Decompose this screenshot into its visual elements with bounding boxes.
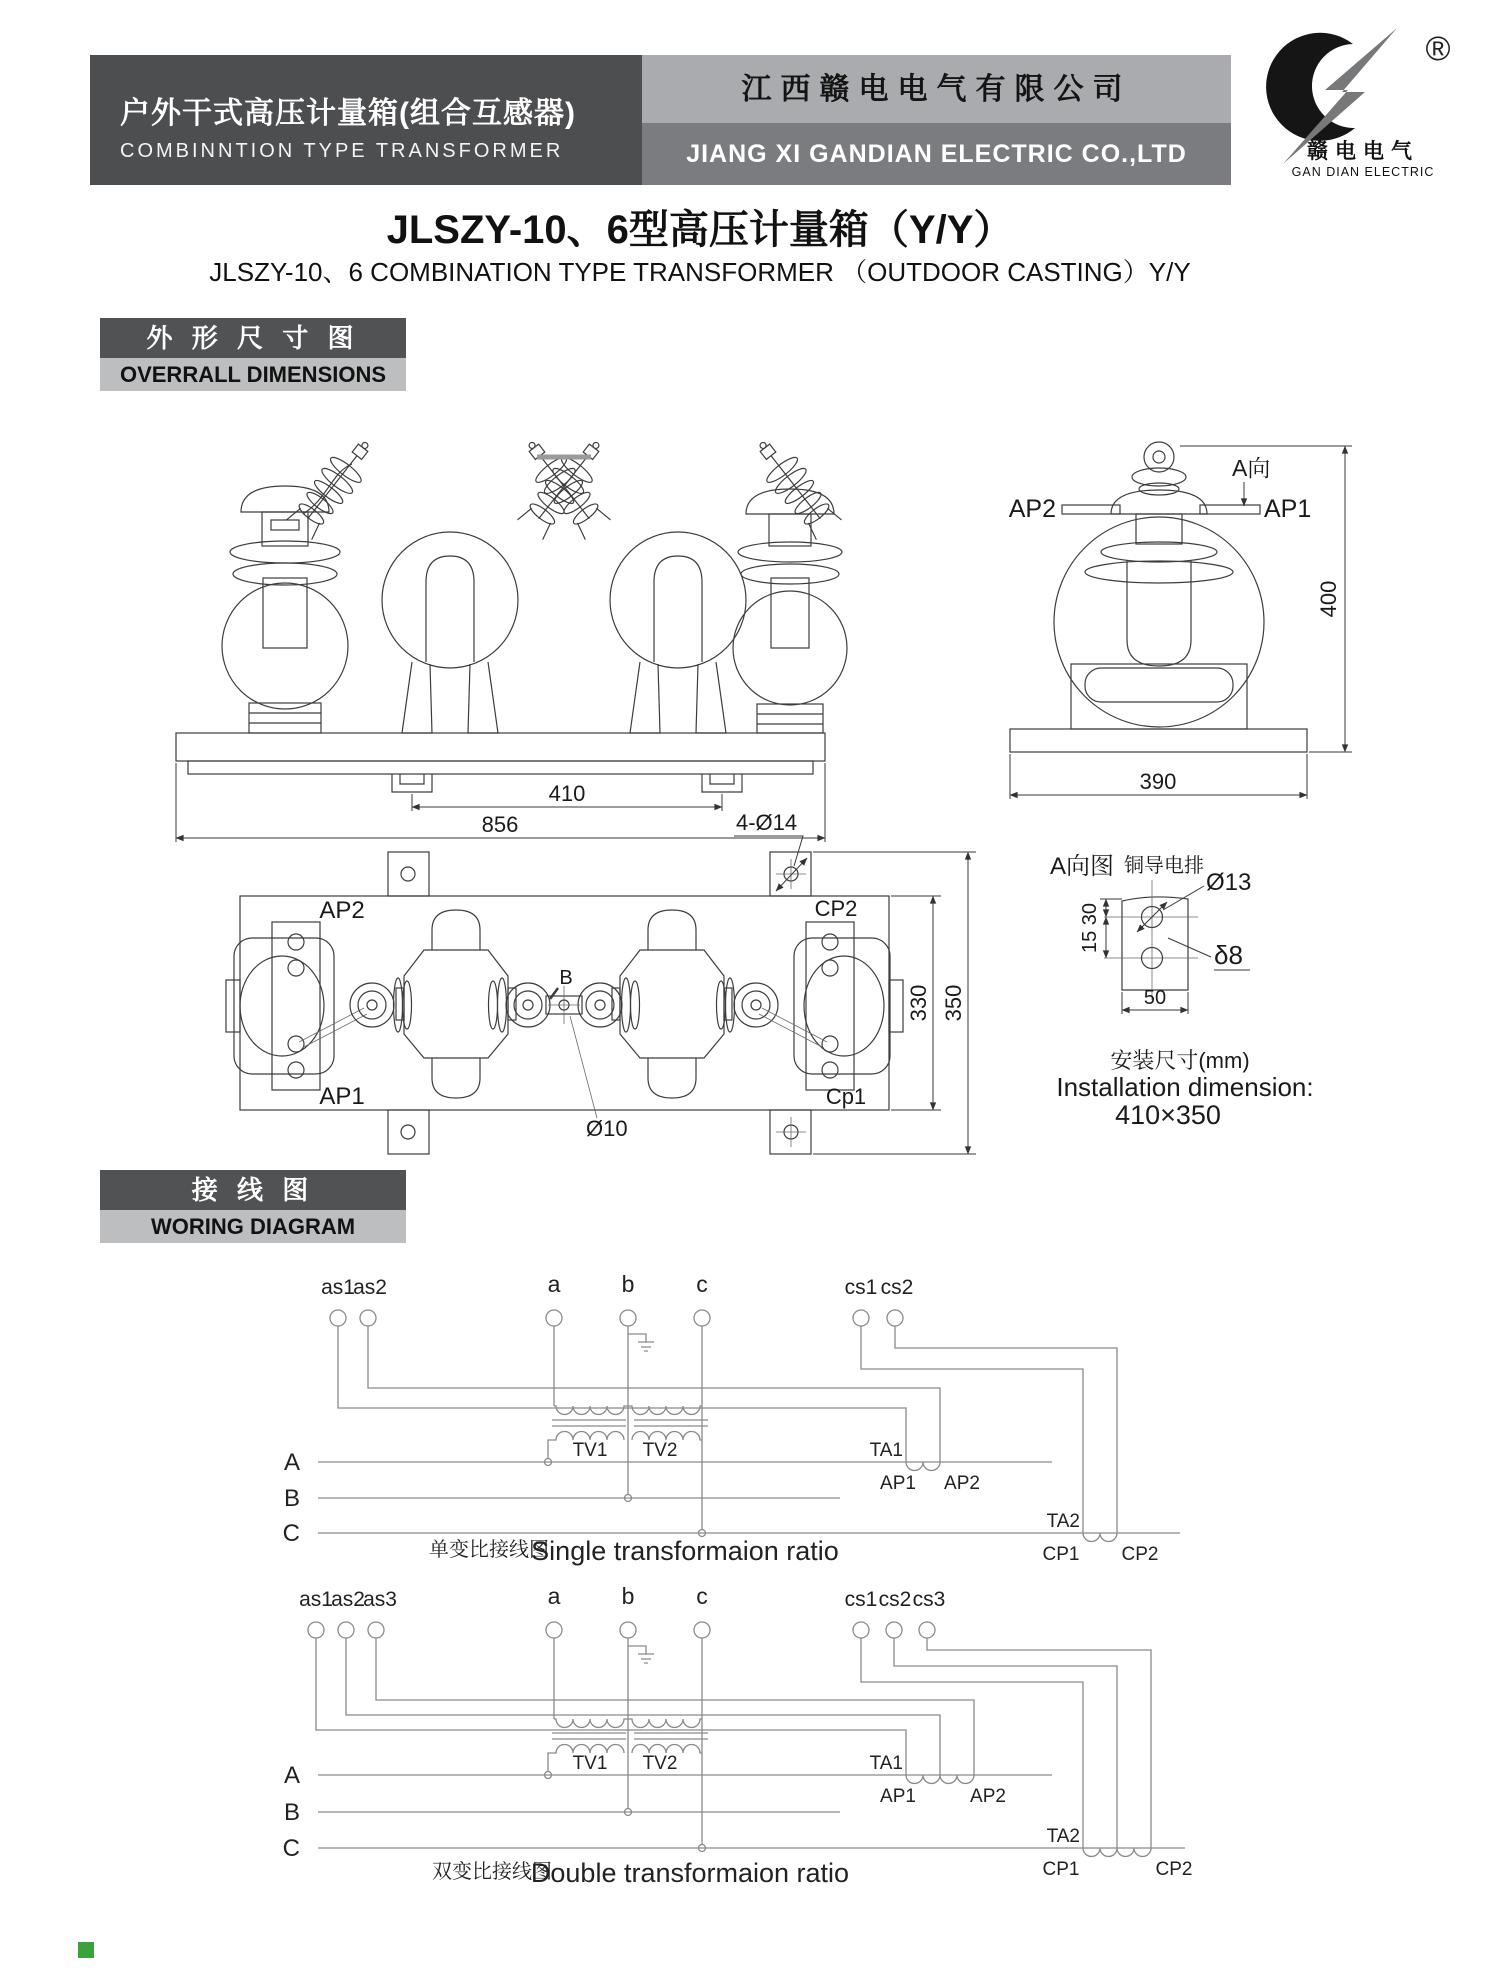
dim-856: 856 xyxy=(481,812,519,837)
wiring-diagrams xyxy=(0,1250,1500,1970)
plan-label-ap1: AP1 xyxy=(319,1083,365,1110)
svg-text:Ø13: Ø13 xyxy=(1206,869,1252,896)
ta1-winding xyxy=(906,1775,974,1784)
d-tv1: TV1 xyxy=(572,1753,608,1774)
plan-bushing-group-1 xyxy=(350,978,412,1032)
s-ta2: TA2 xyxy=(1046,1511,1080,1532)
ta2-winding xyxy=(1083,1848,1151,1857)
product-title-cn: 户外干式高压计量箱(组合互感器) xyxy=(120,97,576,130)
company-name-en: JIANG XI GANDIAN ELECTRIC CO.,LTD xyxy=(642,123,1231,185)
d-c: c xyxy=(696,1583,708,1609)
section-wiring-cn: 接 线 图 xyxy=(100,1170,406,1210)
page-title: JLSZY-10、6型高压计量箱（Y/Y） xyxy=(386,208,1014,252)
s-bus-b: B xyxy=(283,1485,300,1512)
s-ap1: AP1 xyxy=(880,1473,916,1494)
plan-cp-assembly xyxy=(759,922,890,1090)
dim-390: 390 xyxy=(1139,769,1177,794)
front-base xyxy=(176,733,825,792)
plan-bushing-group-2 xyxy=(489,978,551,1032)
d-as2: as2 xyxy=(331,1588,365,1611)
d-caption-en: Double transformaion ratio xyxy=(530,1858,850,1888)
s-b: b xyxy=(621,1271,635,1297)
s-tv2: TV2 xyxy=(642,1440,678,1461)
d-cs3: cs3 xyxy=(912,1588,946,1611)
s-c: c xyxy=(696,1271,708,1297)
install-dim-en: Installation dimension: xyxy=(1056,1072,1314,1102)
ground-symbol xyxy=(628,1646,654,1663)
s-cp1: CP1 xyxy=(1042,1544,1080,1565)
d-bus-a: A xyxy=(283,1762,300,1789)
corner-print-marker xyxy=(78,1942,94,1958)
d-ap1: AP1 xyxy=(880,1786,916,1807)
header-product-box xyxy=(90,55,642,185)
s-cs2: cs2 xyxy=(880,1276,914,1299)
dim-400: 400 xyxy=(1316,580,1341,618)
s-bus-c: C xyxy=(282,1520,300,1547)
d-cp2: CP2 xyxy=(1155,1859,1193,1880)
side-view xyxy=(1009,442,1352,799)
d-a: a xyxy=(547,1583,561,1609)
side-label-ap1: AP1 xyxy=(1264,495,1312,523)
section-wiring-en: WORING DIAGRAM xyxy=(100,1210,406,1243)
company-logo xyxy=(1245,26,1470,182)
plan-callout-shaft: Ø10 xyxy=(586,1116,628,1141)
d-bus-b: B xyxy=(283,1799,300,1826)
logo-name-cn: 赣电电气 xyxy=(1307,140,1419,163)
s-tv1: TV1 xyxy=(572,1440,608,1461)
front-ct1 xyxy=(382,532,518,733)
front-view xyxy=(176,431,847,842)
s-as1: as1 xyxy=(321,1276,355,1299)
wiring-single-ratio xyxy=(283,1271,1180,1566)
plan-bushing-group-4 xyxy=(717,978,779,1032)
front-right-insulator xyxy=(733,489,847,733)
side-label-a-direction: A向 xyxy=(1232,455,1271,481)
dim-15-30: 15 30 xyxy=(1079,902,1101,954)
plan-label-cp2: CP2 xyxy=(814,896,858,921)
install-dim-cn: 安装尺寸(mm) xyxy=(1110,1048,1250,1073)
s-as2: as2 xyxy=(353,1276,387,1299)
dim-330: 330 xyxy=(906,984,931,1022)
page-subtitle: JLSZY-10、6 COMBINATION TYPE TRANSFORMER （OUTDOOR CASTING）Y/Y xyxy=(209,257,1191,287)
product-title-en: COMBINNTION TYPE TRANSFORMER xyxy=(120,140,564,162)
d-cs1: cs1 xyxy=(844,1588,878,1611)
busbar-detail xyxy=(1050,853,1314,1130)
d-ta1: TA1 xyxy=(869,1753,903,1774)
wiring-double-ratio xyxy=(283,1583,1193,1888)
busbar-callout-hole xyxy=(1137,869,1251,932)
s-cs1: cs1 xyxy=(844,1276,878,1299)
dimension-drawings xyxy=(0,330,1500,1160)
svg-text:δ8: δ8 xyxy=(1214,940,1243,970)
plan-view xyxy=(226,810,976,1154)
front-left-insulator xyxy=(222,464,352,733)
d-as3: as3 xyxy=(363,1588,397,1611)
section-dimensions-cn: 外 形 尺 寸 图 xyxy=(100,318,406,358)
plan-label-ap2: AP2 xyxy=(319,897,365,924)
ta2-winding xyxy=(1083,1533,1117,1542)
dim-350: 350 xyxy=(941,984,966,1022)
d-bus-c: C xyxy=(282,1835,300,1862)
s-caption-cn: 单变比接线图 xyxy=(429,1539,549,1561)
front-bushing-stack-4 xyxy=(746,431,844,541)
plan-center-coupling xyxy=(546,986,597,1118)
s-cp2: CP2 xyxy=(1121,1544,1159,1565)
busbar-callout-thickness xyxy=(1168,938,1250,970)
busbar-view-label: A向图 xyxy=(1050,853,1115,880)
logo-name-en: GAN DIAN ELECTRIC xyxy=(1291,165,1435,179)
plan-label-cp1: Cp1 xyxy=(825,1084,867,1109)
dim-410: 410 xyxy=(548,781,586,806)
s-bus-a: A xyxy=(283,1449,300,1476)
plan-bushing-group-3 xyxy=(578,978,640,1032)
ta1-winding xyxy=(906,1462,940,1471)
s-ap2: AP2 xyxy=(944,1473,980,1494)
d-tv2: TV2 xyxy=(642,1753,678,1774)
ground-symbol xyxy=(628,1334,654,1351)
d-ta2: TA2 xyxy=(1046,1826,1080,1847)
dim-50: 50 xyxy=(1143,987,1167,1009)
plan-ap-assembly xyxy=(234,922,367,1090)
section-wiring-header xyxy=(100,1170,406,1243)
d-caption-cn: 双变比接线图 xyxy=(432,1861,552,1883)
busbar-dims xyxy=(1079,899,1188,1014)
s-a: a xyxy=(547,1271,561,1297)
front-dimensions xyxy=(176,763,825,842)
side-label-ap2: AP2 xyxy=(1008,495,1056,523)
s-ta1: TA1 xyxy=(869,1440,903,1461)
d-cp1: CP1 xyxy=(1042,1859,1080,1880)
d-as1: as1 xyxy=(299,1588,333,1611)
d-b: b xyxy=(621,1583,635,1609)
logo-registered-mark: ® xyxy=(1425,30,1451,68)
s-caption-en: Single transformaion ratio xyxy=(531,1536,839,1566)
section-dimensions-en: OVERRALL DIMENSIONS xyxy=(100,358,406,391)
front-ct2 xyxy=(610,532,746,733)
busbar-name-label: 铜导电排 xyxy=(1124,855,1204,877)
d-ap2: AP2 xyxy=(970,1786,1006,1807)
d-cs2: cs2 xyxy=(878,1588,912,1611)
install-dim-size: 410×350 xyxy=(1115,1100,1221,1130)
company-name-cn: 江西赣电电气有限公司 xyxy=(642,55,1231,123)
plan-label-b: B xyxy=(559,967,573,989)
svg-text:4-Ø14: 4-Ø14 xyxy=(736,810,798,835)
